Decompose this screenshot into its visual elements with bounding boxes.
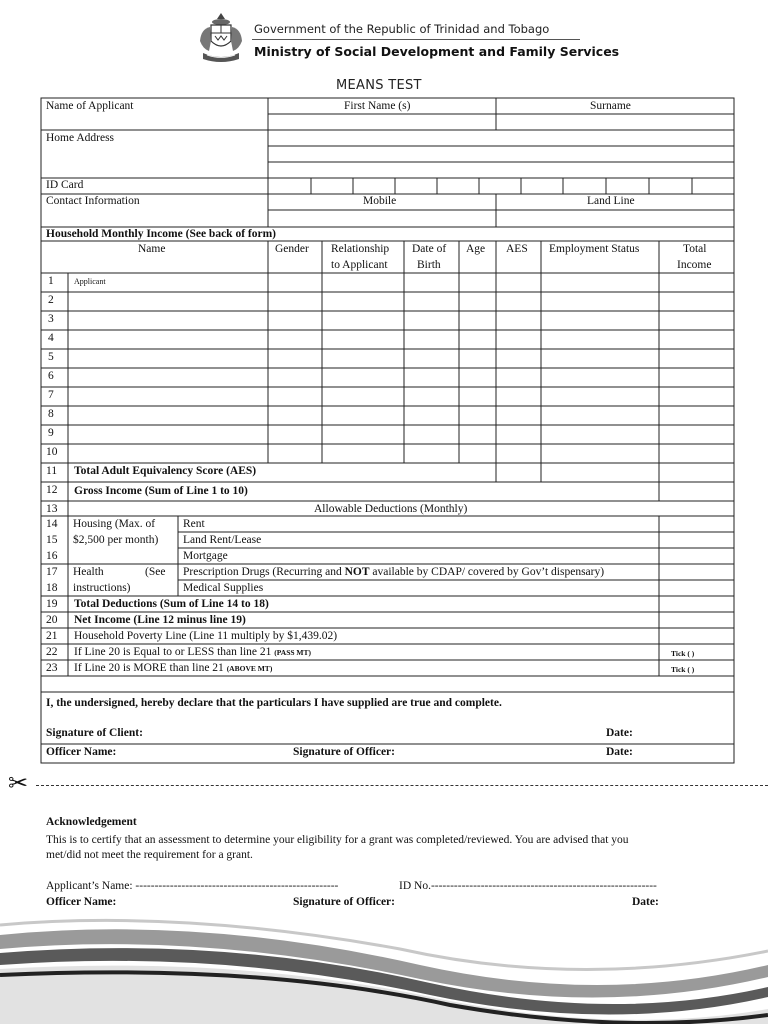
ministry-name: Ministry of Social Development and Family Services: [254, 44, 620, 59]
line-12-label: Gross Income (Sum of Line 1 to 10): [74, 485, 248, 497]
row-number: 8: [48, 408, 54, 420]
row-number: 9: [48, 427, 54, 439]
ack-date-label: Date:: [632, 896, 659, 908]
housing-label-2: $2,500 per month): [73, 534, 159, 546]
cut-line: [36, 785, 768, 786]
line-20-number: 20: [46, 614, 58, 626]
row-number: 7: [48, 389, 54, 401]
acknowledgement-title: Acknowledgement: [46, 816, 137, 828]
line-22-label: [74, 646, 311, 659]
line-22-number: 22: [46, 646, 58, 658]
row-number: 1: [48, 275, 54, 287]
client-signature-label: Signature of Client:: [46, 727, 143, 739]
row-number: 4: [48, 332, 54, 344]
scissors-icon: ✂: [8, 769, 29, 797]
line-18-number: 18: [46, 582, 58, 594]
line-22-label-text: If Line 20 is Equal to or LESS than line 21: [74, 646, 275, 658]
col-employment-status: Employment Status: [549, 243, 640, 255]
row-number: 6: [48, 370, 54, 382]
line-21-number: 21: [46, 630, 58, 642]
health-label-2: instructions): [73, 582, 131, 594]
line-11-number: 11: [46, 465, 58, 477]
col-total-2: Income: [677, 259, 712, 271]
col-name: Name: [138, 243, 166, 255]
line-23-label: [74, 662, 272, 675]
id-card-label: ID Card: [46, 179, 84, 191]
officer-name-label: Officer Name:: [46, 746, 117, 758]
col-relationship-2: to Applicant: [331, 259, 388, 271]
line-15-number: 15: [46, 534, 58, 546]
pass-mt-tag: (PASS MT): [274, 648, 312, 657]
ack-officer-signature-label: Signature of Officer:: [293, 896, 395, 908]
applicant-row-label: Applicant: [74, 277, 106, 286]
col-dob-1: Date of: [412, 243, 447, 255]
line-19-number: 19: [46, 598, 58, 610]
row-number: 2: [48, 294, 54, 306]
contact-information-label: Contact Information: [46, 195, 140, 207]
above-mt-tag: (ABOVE MT): [226, 664, 273, 673]
name-of-applicant-label: Name of Applicant: [46, 100, 134, 112]
line-23-number: 23: [46, 662, 58, 674]
line-21-label: Household Poverty Line (Line 11 multiply by $1,439.02): [74, 630, 338, 642]
row-number: 3: [48, 313, 54, 325]
first-name-label: First Name (s): [344, 100, 411, 112]
line-17-label-post: available by CDAP/ covered by Gov’t dispensary): [369, 566, 605, 578]
line-17-number: 17: [46, 566, 58, 578]
tick-box-pass[interactable]: Tick ( ): [671, 649, 695, 658]
line-15-label: Land Rent/Lease: [183, 534, 262, 546]
officer-date-label: Date:: [606, 746, 633, 758]
col-gender: Gender: [275, 243, 309, 255]
land-line-label: Land Line: [587, 195, 635, 207]
line-16-number: 16: [46, 550, 58, 562]
col-relationship-1: Relationship: [331, 243, 390, 255]
col-dob-2: Birth: [417, 259, 441, 271]
col-aes: AES: [506, 243, 528, 255]
col-total-1: Total: [683, 243, 707, 255]
line-17-label-bold: NOT: [344, 566, 370, 578]
col-age: Age: [466, 243, 486, 255]
housing-label-1: Housing (Max. of: [73, 518, 156, 530]
acknowledgement-line-1: This is to certify that an assessment to determine your eligibility for a grant was completed/reviewed. You are advised that you: [46, 834, 629, 846]
client-date-label: Date:: [606, 727, 633, 739]
line-12-number: 12: [46, 484, 58, 496]
line-18-label: Medical Supplies: [183, 582, 264, 594]
row-number: 10: [46, 446, 58, 458]
line-13-label: Allowable Deductions (Monthly): [314, 503, 468, 515]
line-20-label: Net Income (Line 12 minus line 19): [74, 614, 246, 626]
form-title: MEANS TEST: [336, 78, 422, 93]
applicant-name-field: Applicant’s Name: -----------------------------------------------------: [46, 880, 339, 892]
household-income-heading: Household Monthly Income (See back of form): [46, 228, 276, 240]
mobile-label: Mobile: [363, 195, 397, 207]
line-14-label: Rent: [183, 518, 205, 530]
home-address-label: Home Address: [46, 132, 115, 144]
ack-officer-name-label: Officer Name:: [46, 896, 117, 908]
line-19-label: Total Deductions (Sum of Line 14 to 18): [74, 598, 269, 610]
government-name: Government of the Republic of Trinidad and Tobago: [254, 22, 550, 36]
row-number: 5: [48, 351, 54, 363]
line-16-label: Mortgage: [183, 550, 228, 562]
line-13-number: 13: [46, 503, 58, 515]
health-label-1: Health: [73, 566, 104, 578]
line-14-number: 14: [46, 518, 58, 530]
line-17-label: [183, 566, 604, 579]
line-23-label-text: If Line 20 is MORE than line 21: [74, 662, 227, 674]
officer-signature-label: Signature of Officer:: [293, 746, 395, 758]
decorative-swoosh: [0, 905, 768, 1024]
health-label-1b: (See: [145, 566, 166, 578]
declaration-text: I, the undersigned, hereby declare that the particulars I have supplied are true and complete.: [46, 697, 502, 709]
surname-label: Surname: [590, 100, 631, 112]
id-number-field: ID No.-----------------------------------------------------------: [399, 880, 657, 892]
line-17-label-pre: Prescription Drugs (Recurring and: [183, 566, 345, 578]
line-11-label: Total Adult Equivalency Score (AES): [74, 465, 257, 477]
acknowledgement-line-2: met/did not meet the requirement for a grant.: [46, 849, 253, 861]
tick-box-above[interactable]: Tick ( ): [671, 665, 695, 674]
